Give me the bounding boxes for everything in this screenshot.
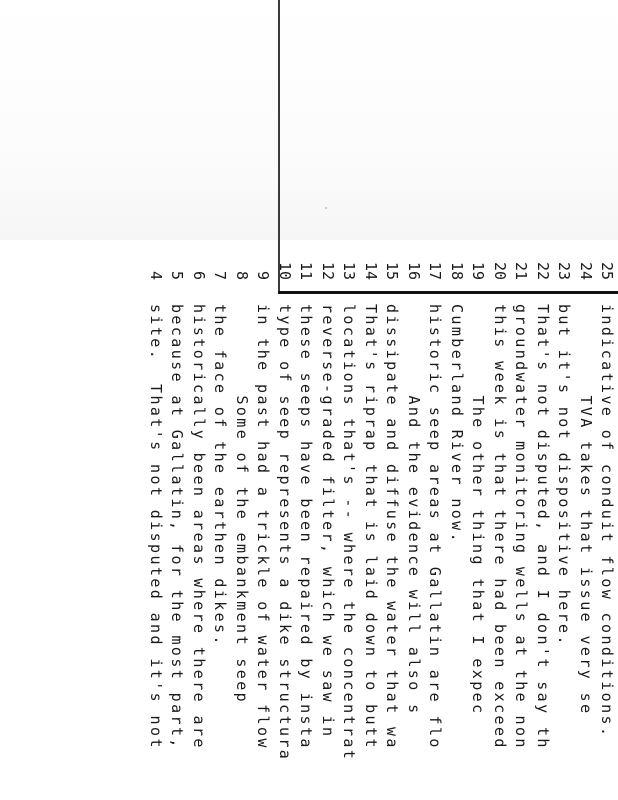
line-number: 25 xyxy=(598,261,617,280)
transcript-line-text: reverse-graded filter, which we saw in xyxy=(319,304,337,739)
transcript-line-text: That's riprap that is laid down to butt xyxy=(362,304,380,750)
margin-rule xyxy=(278,291,618,294)
transcript-line-text: The other thing that I expec xyxy=(469,304,488,716)
page-edge-line xyxy=(278,0,280,291)
rotated-transcript-block xyxy=(148,0,618,800)
line-number: 11 xyxy=(297,261,316,280)
transcript-line-text: these seeps have been repaired by insta xyxy=(297,304,316,750)
transcript-line-text: dissipate and diffuse the water that wa xyxy=(383,304,402,750)
transcript-line-text: this week is that there had been exceed xyxy=(491,304,509,750)
line-number: 18 xyxy=(448,261,466,280)
line-number: 6 xyxy=(190,270,208,280)
line-number: 15 xyxy=(383,261,402,280)
line-number: 8 xyxy=(233,270,251,280)
line-number: 19 xyxy=(469,261,488,280)
transcript-line-text: locations that's -- where the concentrat xyxy=(340,304,359,762)
transcript-line-text: TVA takes that issue very se xyxy=(577,304,595,716)
line-number: 20 xyxy=(491,261,509,280)
transcript-line-text: site. That's not disputed and it's not xyxy=(147,304,165,750)
line-number: 16 xyxy=(405,261,423,280)
line-number: 21 xyxy=(512,261,531,280)
line-number: 24 xyxy=(577,261,595,280)
transcript-line-text: indicative of conduit flow conditions. xyxy=(598,304,617,739)
transcript-line-text: historically been areas where there are xyxy=(190,304,208,750)
line-number: 7 xyxy=(211,270,230,280)
line-number: 23 xyxy=(555,261,574,280)
line-number: 12 xyxy=(319,261,337,280)
line-number: 13 xyxy=(340,261,359,280)
transcript-line-text: And the evidence will also s xyxy=(405,304,423,716)
line-number: 10 xyxy=(276,261,294,280)
transcript-line-text: because at Gallatin, for the most part, xyxy=(168,304,187,750)
transcript-line-text: historic seep areas at Gallatin are flo xyxy=(426,304,445,750)
transcript-line-text: the face of the earthen dikes. xyxy=(211,304,230,647)
line-number: 22 xyxy=(534,261,552,280)
transcript-line-text: Some of the embankment seep xyxy=(233,304,251,705)
line-number: 9 xyxy=(254,270,273,280)
transcript-line-text: but it's not dispositive here. xyxy=(555,304,574,647)
line-number: 4 xyxy=(147,270,165,280)
transcript-line-text: Cumberland River now. xyxy=(448,304,466,545)
transcript-line-text: That's not disputed, and I don't say th xyxy=(534,304,552,750)
transcript-line-text: type of seep represents a dike structura xyxy=(276,304,294,762)
line-number: 14 xyxy=(362,261,380,280)
line-number: 5 xyxy=(168,270,187,280)
transcript-line-text: in the past had a trickle of water flow xyxy=(254,304,273,750)
line-number: 17 xyxy=(426,261,445,280)
transcript-line-text: groundwater monitoring wells at the non xyxy=(512,304,531,750)
